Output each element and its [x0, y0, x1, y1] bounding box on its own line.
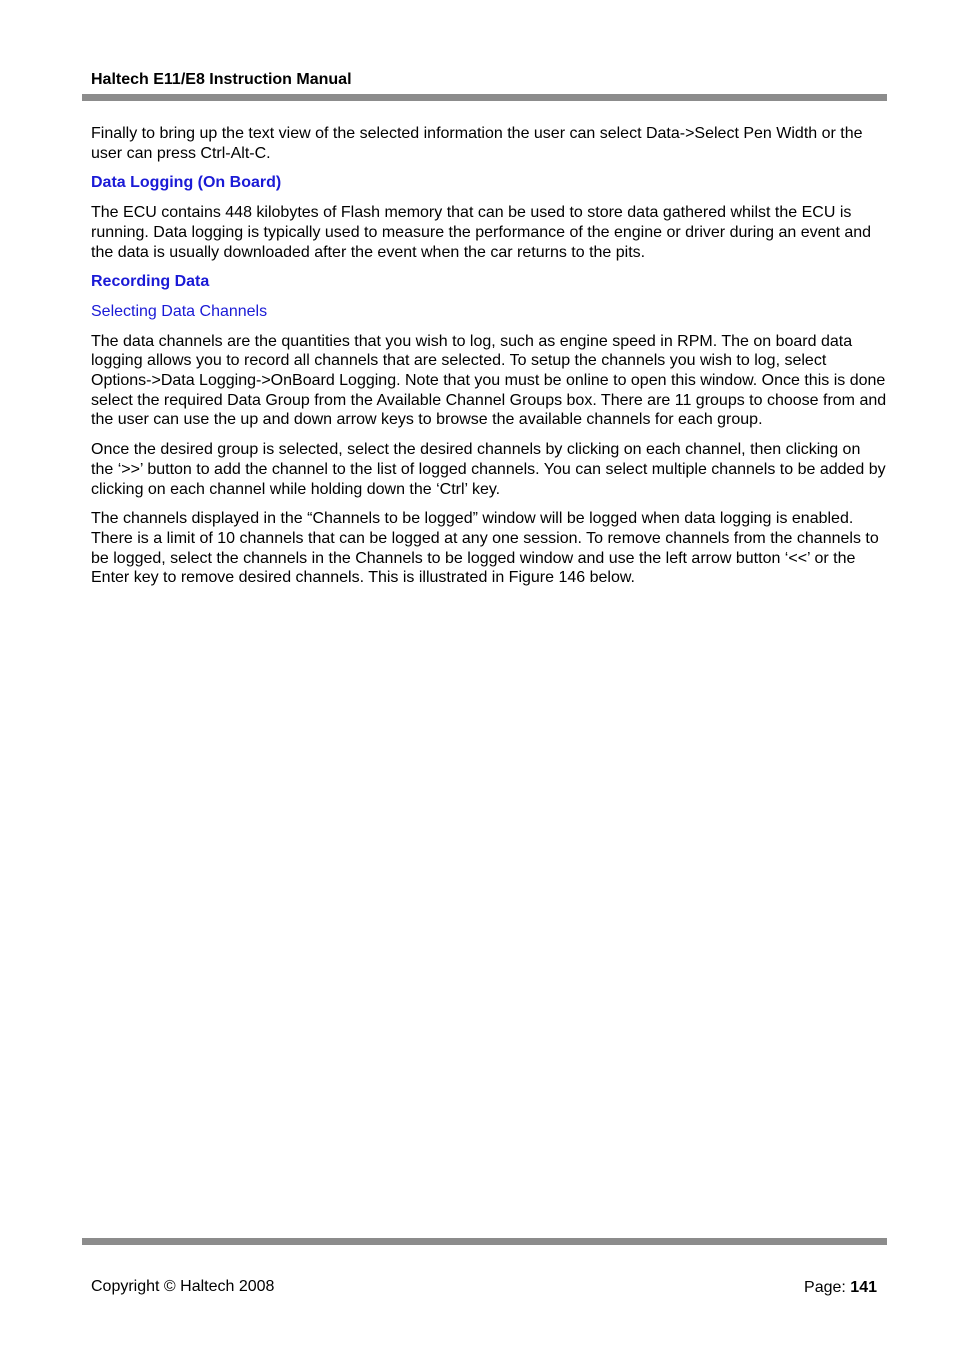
footer-rule	[82, 1238, 887, 1245]
paragraph-pen-width: Finally to bring up the text view of the selected information the user can select Data->Select Pen Width or the user can press Ctrl-Alt-C.	[91, 125, 863, 162]
paragraph-flash-memory: The ECU contains 448 kilobytes of Flash memory that can be used to store data gathered whilst the ECU is running. Data logging is typically used to measure the performance of the engine or driver during an event and the data is usually downloaded after the event when the car returns to the pits.	[91, 204, 872, 261]
header-rule	[82, 94, 887, 101]
paragraph-channels-logged: The channels displayed in the “Channels to be logged” window will be logged when data logging is enabled. There is a limit of 10 channels that can be logged at any one session. To remove channels from the channels to be logged, select the channels in the Channels to be logged window and use the left arrow button ‘<<’ or the Enter key to remove desired channels. This is illustrated in Figure 146 below.	[91, 510, 879, 587]
footer-copyright: Copyright © Haltech 2008	[91, 1278, 275, 1295]
heading-selecting-channels: Selecting Data Channels	[91, 302, 268, 320]
page-label: Page:	[804, 1279, 846, 1296]
footer-page	[804, 1278, 877, 1298]
page-content	[91, 124, 887, 598]
document-header-title: Haltech E11/E8 Instruction Manual	[91, 71, 352, 88]
paragraph-data-channels: The data channels are the quantities that you wish to log, such as engine speed in RPM. The on board data logging allows you to record all channels that are selected. To setup the channels you wish to log, select Options->Data Logging->OnBoard Logging. Note that you must be online to open this window. Once this is done select the required Data Group from the Available Channel Groups box. There are 11 groups to choose from and the user can use the up and down arrow keys to browse the available channels for each group.	[91, 332, 887, 429]
page-number: 141	[850, 1279, 877, 1296]
paragraph-select-group: Once the desired group is selected, select the desired channels by clicking on each channel, then clicking on the ‘>>’ button to add the channel to the list of logged channels. You can select multiple channels to be added by clicking on each channel while holding down the ‘Ctrl’ key.	[91, 441, 886, 498]
heading-recording-data: Recording Data	[91, 273, 210, 291]
heading-data-logging: Data Logging (On Board)	[91, 174, 282, 192]
